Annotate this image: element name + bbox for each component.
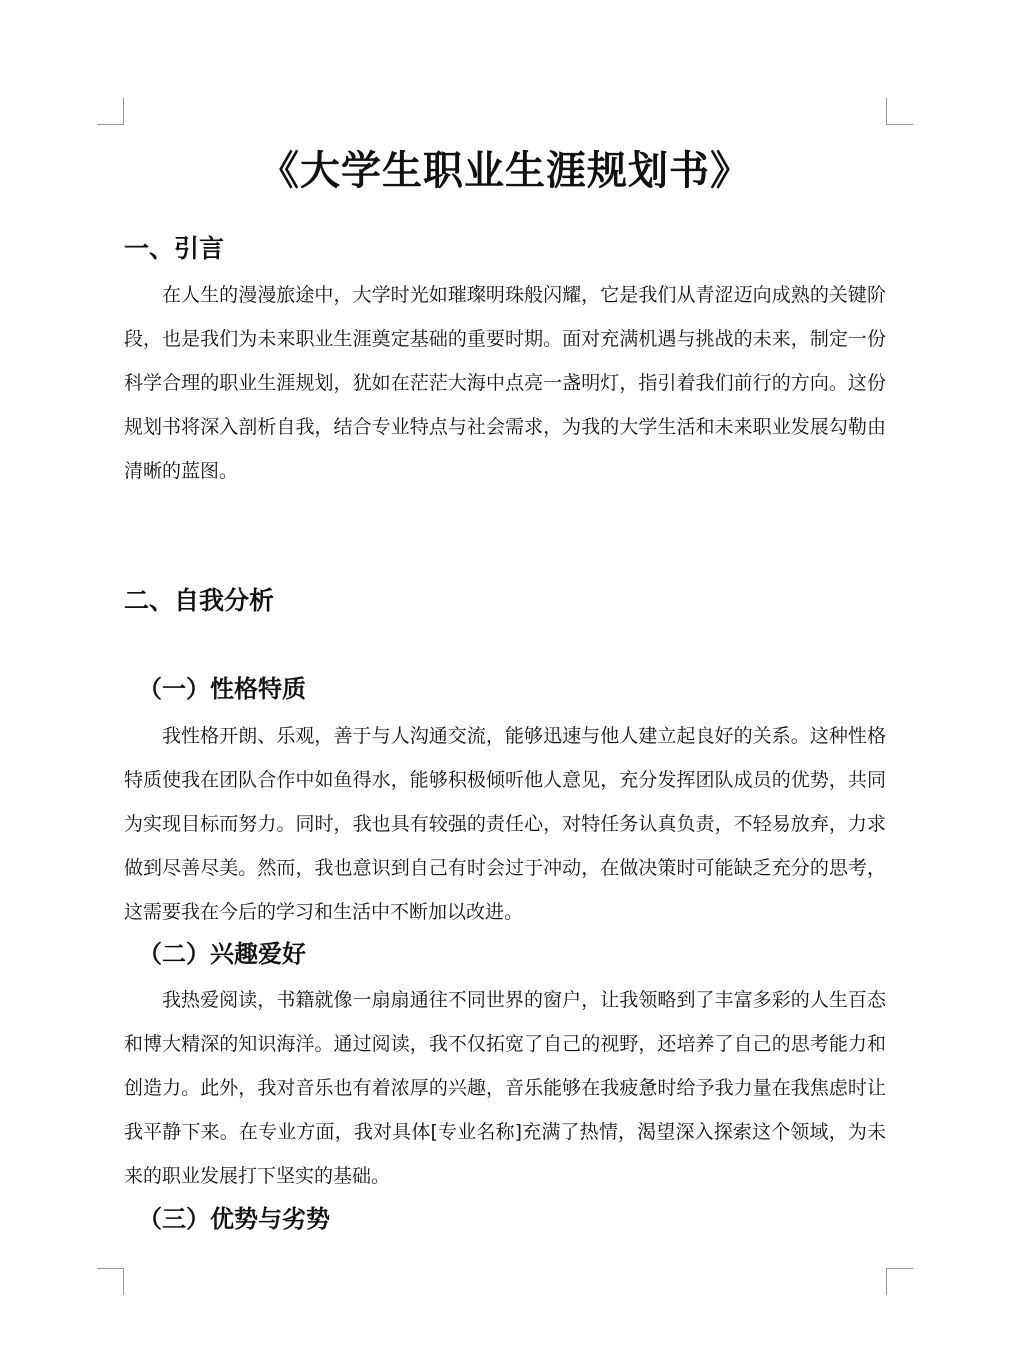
crop-mark-bottom-right (886, 1268, 913, 1295)
section-heading-introduction: 一、引言 (124, 234, 225, 263)
interests-paragraph: 我热爱阅读，书籍就像一扇扇通往不同世界的窗户，让我领略到了丰富多彩的人生百态和博大精深的知识海洋。通过阅读，我不仅拓宽了自己的视野，还培养了自己的思考能力和创造力。此外，我对音乐也有着浓厚的兴趣，音乐能够在我疲惫时给予我力量在我焦虑时让我平静下来。在专业方面，我对具体[专业名称]充满了热情，渴望深入探索这个领域，为未来的职业发展打下坚实的基础。 (124, 989, 886, 1187)
document-title: 《大学生职业生涯规划书》 (259, 148, 751, 194)
subsection-heading-interests: （二）兴趣爱好 (138, 940, 306, 968)
section-heading-self-analysis: 二、自我分析 (124, 586, 275, 615)
subsection-heading-strengths-weaknesses: （三）优势与劣势 (138, 1205, 330, 1233)
crop-mark-bottom-left (97, 1268, 124, 1295)
personality-paragraph: 我性格开朗、乐观，善于与人沟通交流，能够迅速与他人建立起良好的关系。这种性格特质使我在团队合作中如鱼得水，能够积极倾听他人意见，充分发挥团队成员的优势，共同为实现目标而努力。同时，我也具有较强的责任心，对特任务认真负责，不轻易放弃，力求做到尽善尽美。然而，我也意识到自己有时会过于冲动，在做决策时可能缺乏充分的思考，这需要我在今后的学习和生活中不断加以改进。 (124, 725, 886, 923)
introduction-paragraph: 在人生的漫漫旅途中，大学时光如璀璨明珠般闪耀，它是我们从青涩迈向成熟的关键阶段，也是我们为未来职业生涯奠定基础的重要时期。面对充满机遇与挑战的未来，制定一份科学合理的职业生涯规划，犹如在茫茫大海中点亮一盏明灯，指引着我们前行的方向。这份规划书将深入剖析自我，结合专业特点与社会需求，为我的大学生活和未来职业发展勾勒由清晰的蓝图。 (124, 284, 886, 482)
crop-mark-top-left (97, 98, 124, 125)
subsection-heading-personality: （一）性格特质 (138, 675, 306, 703)
crop-mark-top-right (886, 98, 913, 125)
